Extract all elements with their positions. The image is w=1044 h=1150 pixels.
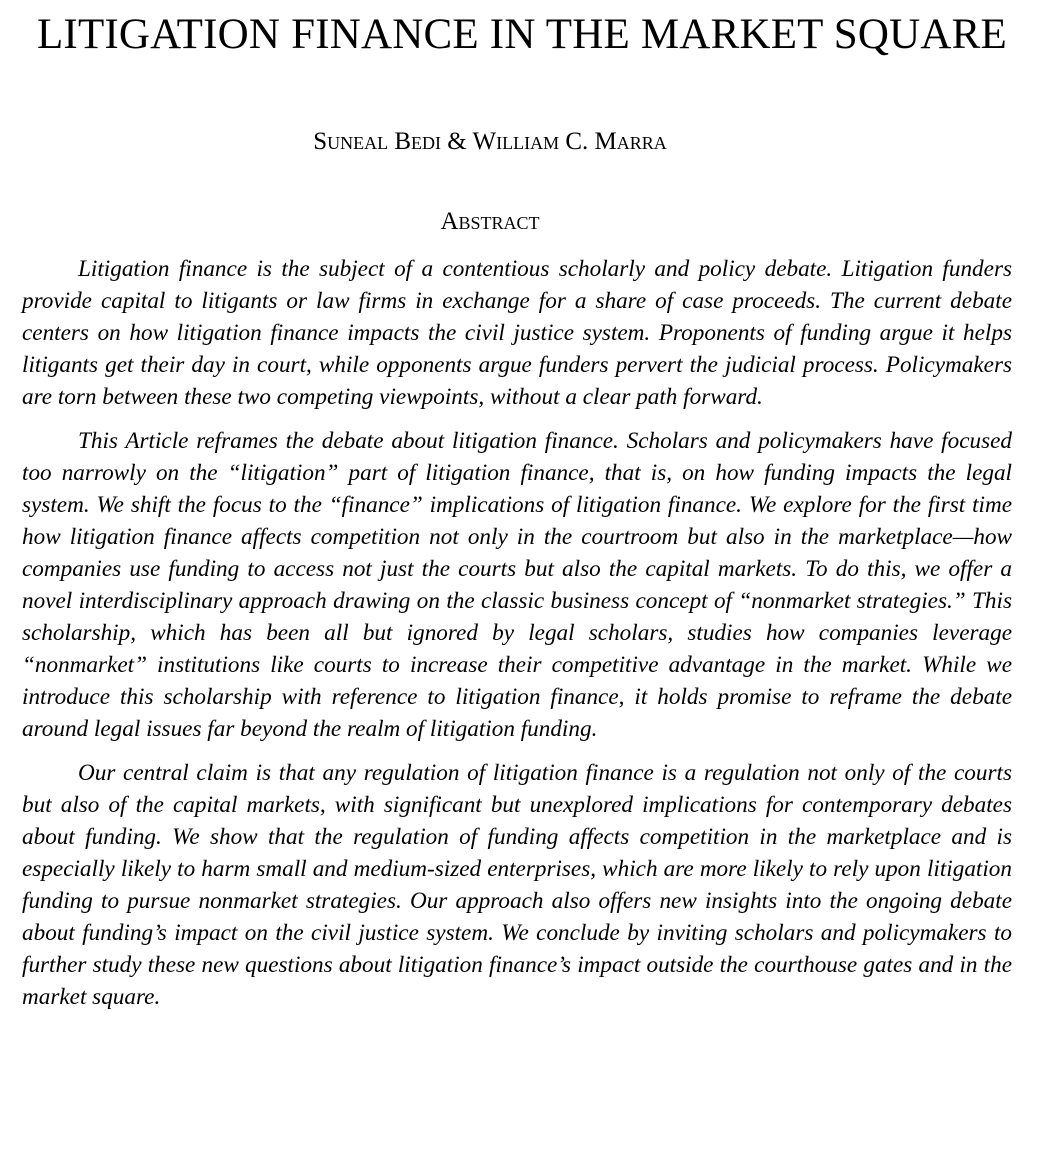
abstract-body: [22, 253, 1012, 1025]
abstract-heading: Abstract: [440, 208, 540, 235]
abstract-paragraph-3: Our central claim is that any regulation of litigation finance is a regulation not only of the courts but also of the capital markets, with significant but unexplored implications for contemporary debates about funding. We show that the regulation of funding affects competition in the marketplace and is especially likely to harm small and medium-sized enterprises, which are more likely to rely upon litigation funding to pursue nonmarket strategies. Our approach also offers new insights into the ongoing debate about funding’s impact on the civil justice system. We conclude by inviting scholars and policymakers to further study these new questions about litigation finance’s impact outside the courthouse gates and in the market square.: [22, 760, 1012, 1010]
author-line: Suneal Bedi & William C. Marra: [313, 128, 667, 155]
abstract-paragraph-2: This Article reframes the debate about litigation finance. Scholars and policymakers have focused too narrowly on the “litigation” part of litigation finance, that is, on how funding impacts the legal system. We shift the focus to the “finance” implications of litigation finance. We explore for the first time how litigation finance affects competition not only in the courtroom but also in the marketplace—how companies use funding to access not just the courts but also the capital markets. To do this, we offer a novel interdisciplinary approach drawing on the classic business concept of “nonmarket strategies.” This scholarship, which has been all but ignored by legal scholars, studies how companies leverage “nonmarket” institutions like courts to increase their competitive advantage in the market. While we introduce this scholarship with reference to litigation finance, it holds promise to reframe the debate around legal issues far beyond the realm of litigation funding.: [22, 428, 1012, 742]
abstract-paragraph-1: Litigation finance is the subject of a contentious scholarly and policy debate. Litigation funders provide capital to litigants or law firms in exchange for a share of case proceeds. The current debate centers on how litigation finance impacts the civil justice system. Proponents of funding argue it helps litigants get their day in court, while opponents argue funders pervert the judicial process. Policymakers are torn between these two competing viewpoints, without a clear path forward.: [22, 256, 1012, 410]
paper-title: LITIGATION FINANCE IN THE MARKET SQUARE: [36, 11, 1008, 58]
